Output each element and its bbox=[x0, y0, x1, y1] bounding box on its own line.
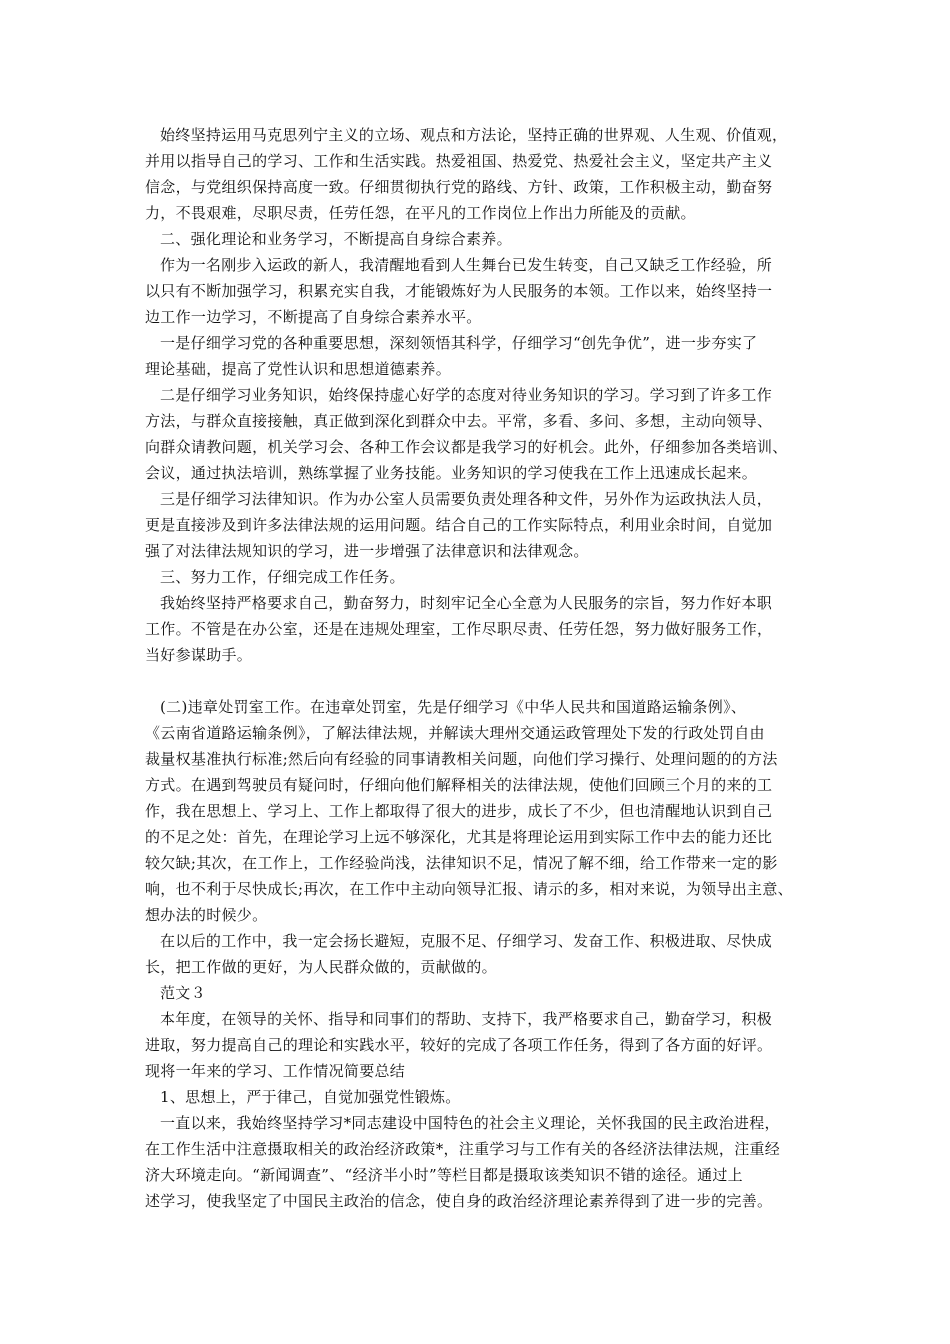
text-line: 较欠缺;其次，在工作上，工作经验尚浅，法律知识不足，情况了解不细，给工作带来一定的影 bbox=[145, 854, 778, 872]
text-line: 工作。不管是在办公室，还是在违规处理室，工作尽职尽责、任劳任怨，努力做好服务工作， bbox=[145, 620, 773, 638]
text-line: 进取，努力提高自己的理论和实践水平，较好的完成了各项工作任务，得到了各方面的好评。 bbox=[145, 1036, 773, 1054]
text-line: 边工作一边学习，不断提高了自身综合素养水平。 bbox=[145, 308, 482, 326]
text-line: 本年度，在领导的关怀、指导和同事们的帮助、支持下，我严格要求自己，勤奋学习，积极 bbox=[160, 1010, 773, 1028]
text-line: 以只有不断加强学习，积累充实自我，才能锻炼好为人民服务的本领。工作以来，始终坚持一 bbox=[145, 282, 773, 300]
text-line: 始终坚持运用马克思列宁主义的立场、观点和方法论，坚持正确的世界观、人生观、价值观， bbox=[160, 126, 788, 144]
text-line: 长，把工作做的更好，为人民群众做的，贡献做的。 bbox=[145, 958, 497, 976]
text-line: 响，也不利于尽快成长;再次，在工作中主动向领导汇报、请示的多，相对来说，为领导出主意、 bbox=[145, 880, 793, 898]
text-line: 二是仔细学习业务知识，始终保持虚心好学的态度对待业务知识的学习。学习到了许多工作 bbox=[160, 386, 773, 404]
text-line: 三是仔细学习法律知识。作为办公室人员需要负责处理各种文件，另外作为运政执法人员， bbox=[160, 490, 773, 508]
text-line: 的不足之处：首先，在理论学习上远不够深化，尤其是将理论运用到实际工作中去的能力还比 bbox=[145, 828, 773, 846]
section-heading: 1、思想上，严于律己，自觉加强党性锻炼。 bbox=[160, 1088, 461, 1106]
text-line: 一直以来，我始终坚持学习*同志建设中国特色的社会主义理论，关怀我国的民主政治进程， bbox=[160, 1114, 780, 1132]
section-heading: 二、强化理论和业务学习，不断提高自身综合素养。 bbox=[160, 230, 512, 248]
text-line: 裁量权基准执行标准;然后向有经验的同事请教相关问题，向他们学习操行、处理问题的的方法 bbox=[145, 750, 778, 768]
document-page bbox=[145, 122, 827, 1214]
text-line: 在工作生活中注意摄取相关的政治经济政策*，注重学习与工作有关的各经济法律法规，注重经 bbox=[145, 1140, 781, 1158]
section-heading: 范文３ bbox=[160, 984, 206, 1002]
text-line: 作，我在思想上、学习上、工作上都取得了很大的进步，成长了不少，但也清醒地认识到自己 bbox=[145, 802, 773, 820]
text-line: 现将一年来的学习、工作情况简要总结 bbox=[145, 1062, 406, 1080]
text-line: 向群众请教问题，机关学习会、各种工作会议都是我学习的好机会。此外，仔细参加各类培训、 bbox=[145, 438, 788, 456]
text-line: 信念，与党组织保持高度一致。仔细贯彻执行党的路线、方针、政策，工作积极主动，勤奋努 bbox=[145, 178, 773, 196]
text-line: 方式。在遇到驾驶员有疑问时，仔细向他们解释相关的法律法规，使他们回顾三个月的来的工 bbox=[145, 776, 773, 794]
text-line: 一是仔细学习党的各种重要思想，深刻领悟其科学，仔细学习“创先争优”，进一步夯实了 bbox=[160, 334, 758, 352]
text-line: 我始终坚持严格要求自己，勤奋努力，时刻牢记全心全意为人民服务的宗旨，努力作好本职 bbox=[160, 594, 773, 612]
text-line: 述学习，使我坚定了中国民主政治的信念，使自身的政治经济理论素养得到了进一步的完善。 bbox=[145, 1192, 773, 1210]
text-line: 《云南省道路运输条例》，了解法律法规，并解读大理州交通运政管理处下发的行政处罚自由 bbox=[145, 724, 765, 742]
text-line: 当好参谋助手。 bbox=[145, 646, 253, 664]
text-line: 在以后的工作中，我一定会扬长避短，克服不足、仔细学习、发奋工作、积极进取、尽快成 bbox=[160, 932, 773, 950]
text-line: 并用以指导自己的学习、工作和生活实践。热爱祖国、热爱党、热爱社会主义，坚定共产主义 bbox=[145, 152, 773, 170]
text-line: 理论基础，提高了党性认识和思想道德素养。 bbox=[145, 360, 452, 378]
text-line: (二)违章处罚室工作。在违章处罚室，先是仔细学习《中华人民共和国道路运输条例》、 bbox=[160, 698, 747, 716]
section-heading: 三、努力工作，仔细完成工作任务。 bbox=[160, 568, 405, 586]
text-line: 济大环境走向。“新闻调查”、“经济半小时”等栏目都是摄取该类知识不错的途径。通过上 bbox=[145, 1166, 743, 1184]
text-line: 力，不畏艰难，尽职尽责，任劳任怨，在平凡的工作岗位上作出力所能及的贡献。 bbox=[145, 204, 696, 222]
paragraph-gap bbox=[145, 668, 827, 694]
text-line: 会议，通过执法培训，熟练掌握了业务技能。业务知识的学习使我在工作上迅速成长起来。 bbox=[145, 464, 758, 482]
text-line: 强了对法律法规知识的学习，进一步增强了法律意识和法律观念。 bbox=[145, 542, 589, 560]
text-line: 想办法的时候少。 bbox=[145, 906, 268, 924]
text-line: 作为一名刚步入运政的新人，我清醒地看到人生舞台已发生转变，自己又缺乏工作经验，所 bbox=[160, 256, 773, 274]
text-line: 方法，与群众直接接触，真正做到深化到群众中去。平常，多看、多问、多想，主动向领导、 bbox=[145, 412, 773, 430]
text-line: 更是直接涉及到许多法律法规的运用问题。结合自己的工作实际特点，利用业余时间，自觉加 bbox=[145, 516, 773, 534]
